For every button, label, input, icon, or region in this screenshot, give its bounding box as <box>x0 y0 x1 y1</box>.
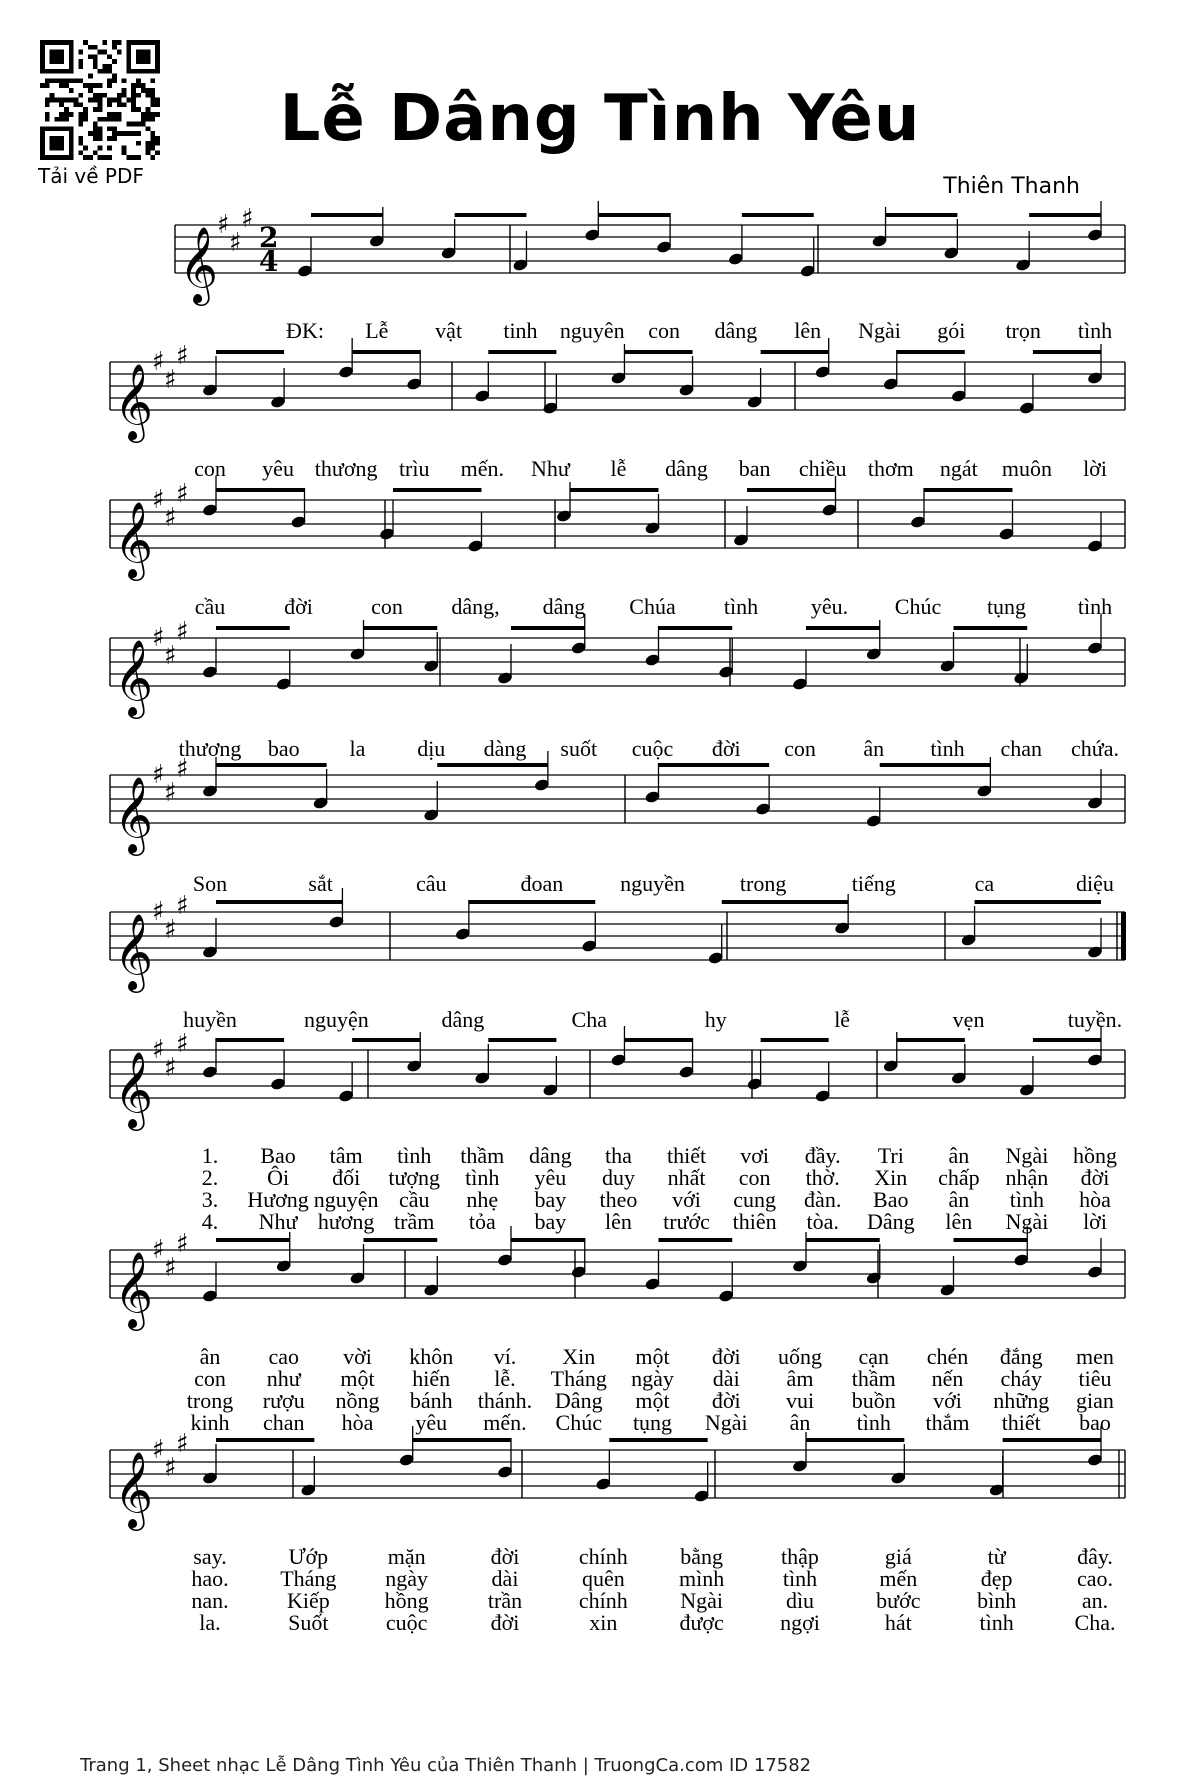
treble-clef-icon: 𝄞 <box>179 226 219 303</box>
sharp-icon: ♯ <box>217 210 230 240</box>
sharp-icon: ♯ <box>152 897 165 927</box>
lyric-syllable: Tri <box>877 1143 904 1168</box>
staff-system-9 <box>110 1426 1125 1531</box>
lyric-syllable: đắng <box>999 1344 1043 1369</box>
lyric-syllable: bao <box>1079 1410 1111 1435</box>
sharp-icon: ♯ <box>164 1453 177 1483</box>
lyric-syllable: tòa. <box>806 1209 839 1234</box>
lyric-syllable: lên <box>794 318 822 343</box>
download-pdf-label[interactable]: Tải về PDF <box>38 164 144 188</box>
lyric-syllable: tuyền. <box>1067 1007 1123 1032</box>
lyric-syllable: Ngài <box>704 1410 748 1435</box>
lyric-syllable: hồng <box>1073 1143 1117 1168</box>
lyric-syllable: ví. <box>493 1344 517 1369</box>
lyric-syllable: tình <box>397 1143 432 1168</box>
sharp-icon: ♯ <box>164 778 177 808</box>
lyric-syllable: như <box>266 1366 301 1391</box>
lyric-syllable: trìu <box>398 456 430 481</box>
lyric-syllable: Ngài <box>680 1588 724 1613</box>
lyric-syllable: một <box>635 1388 670 1413</box>
lyric-syllable: tụng <box>632 1410 673 1435</box>
lyric-syllable: vui <box>785 1388 815 1413</box>
lyric-syllable: cao <box>268 1344 300 1369</box>
lyric-syllable: tâm <box>329 1143 363 1168</box>
staff-system-8 <box>110 1226 1125 1331</box>
lyric-syllable: giá <box>884 1544 912 1569</box>
lyric-syllable: cháy <box>1000 1366 1043 1391</box>
lyric-syllable: dâng <box>714 318 758 343</box>
lyric-syllable: gói <box>937 318 966 343</box>
lyric-syllable: tinh <box>503 318 538 343</box>
lyric-syllable: men <box>1076 1344 1114 1369</box>
lyric-syllable: một <box>635 1344 670 1369</box>
lyric-syllable: Ôi <box>267 1165 290 1190</box>
composer-name: Thiên Thanh <box>943 174 1080 199</box>
lyric-syllable: thập <box>781 1544 819 1569</box>
lyric-syllable: hòa <box>341 1410 374 1435</box>
lyric-syllable: lời <box>1083 1209 1107 1234</box>
treble-clef-icon: 𝄞 <box>114 1051 154 1128</box>
lyric-syllable: đây. <box>1077 1544 1113 1569</box>
lyric-syllable: mình <box>679 1566 725 1591</box>
sharp-icon: ♯ <box>164 641 177 671</box>
lyric-syllable: duy <box>601 1165 635 1190</box>
lyric-syllable: cầu <box>194 594 226 619</box>
lyric-syllable: tình <box>1077 318 1113 343</box>
lyric-syllable: suốt <box>560 736 598 761</box>
lyric-syllable: bay <box>534 1187 567 1212</box>
lyric-syllable: nhất <box>667 1165 706 1190</box>
lyric-syllable: nguyện <box>313 1187 379 1212</box>
lyric-syllable: đẹp <box>980 1566 1013 1591</box>
lyric-syllable: nguyền <box>620 871 685 896</box>
lyric-syllable: lên <box>605 1209 632 1234</box>
lyric-syllable: ân <box>863 736 885 761</box>
lyric-syllable: nguyên <box>559 318 625 343</box>
lyric-syllable: an. <box>1081 1588 1109 1613</box>
lyric-syllable: Chúc <box>894 594 942 619</box>
lyric-syllable: Tháng <box>280 1566 337 1591</box>
lyric-syllable: sắt <box>308 871 333 896</box>
lyric-syllable: tình <box>1077 594 1113 619</box>
sharp-icon: ♯ <box>152 760 165 790</box>
lyric-syllable: thương <box>178 736 242 761</box>
lyric-syllable: mến. <box>483 1410 527 1435</box>
lyric-syllable: bình <box>977 1588 1017 1613</box>
lyric-syllable: ngát <box>939 456 978 481</box>
lyric-syllable: 3. <box>201 1187 219 1212</box>
lyric-syllable: rượu <box>262 1388 305 1413</box>
lyric-syllable: dâng, <box>451 594 500 619</box>
lyric-syllable: la. <box>199 1610 221 1635</box>
lyric-syllable: thờ. <box>805 1165 840 1190</box>
lyric-syllable: Dâng <box>866 1209 915 1234</box>
lyric-syllable: từ <box>987 1544 1006 1569</box>
lyric-syllable: 1. <box>201 1143 219 1168</box>
lyric-syllable: hát <box>884 1610 912 1635</box>
lyric-syllable: ân <box>948 1143 970 1168</box>
lyric-syllable: tình <box>782 1566 818 1591</box>
lyric-syllable: 4. <box>201 1209 219 1234</box>
lyric-syllable: Chúc <box>555 1410 602 1435</box>
lyric-syllable: nến <box>931 1366 964 1391</box>
sharp-icon: ♯ <box>152 1235 165 1265</box>
lyric-syllable: cao. <box>1076 1566 1114 1591</box>
lyric-syllable: trước <box>663 1209 710 1234</box>
lyric-syllable: hy <box>704 1007 727 1032</box>
lyric-syllable: dìu <box>785 1588 815 1613</box>
lyric-syllable: ân <box>199 1344 221 1369</box>
lyric-syllable: diệu <box>1076 871 1114 896</box>
lyric-syllable: với <box>933 1388 962 1413</box>
lyric-syllable: kinh <box>190 1410 230 1435</box>
sharp-icon: ♯ <box>176 891 189 921</box>
lyric-syllable: đời <box>1080 1165 1110 1190</box>
sharp-icon: ♯ <box>241 204 254 234</box>
treble-clef-icon: 𝄞 <box>114 501 154 578</box>
lyric-syllable: tình <box>856 1410 891 1435</box>
lyric-syllable: Như <box>258 1209 298 1234</box>
staff-system-3 <box>110 476 1125 581</box>
sharp-icon: ♯ <box>164 1253 177 1283</box>
lyric-syllable: dài <box>712 1366 740 1391</box>
lyric-syllable: trọn <box>1005 318 1041 343</box>
lyric-syllable: Bao <box>260 1143 296 1168</box>
lyric-syllable: đời <box>284 594 313 619</box>
treble-clef-icon: 𝄞 <box>114 913 154 990</box>
lyric-syllable: Xin <box>874 1165 908 1190</box>
staff-system-7 <box>110 1026 1125 1131</box>
sharp-icon: ♯ <box>176 479 189 509</box>
sharp-icon: ♯ <box>152 485 165 515</box>
lyric-syllable: tiếng <box>851 871 896 896</box>
lyric-syllable: vơi <box>740 1143 769 1168</box>
lyric-syllable: gian <box>1076 1388 1114 1413</box>
lyric-syllable: con <box>194 1366 226 1391</box>
lyric-syllable: dâng <box>441 1007 485 1032</box>
lyric-syllable: thánh. <box>477 1388 533 1413</box>
lyric-syllable: Suốt <box>288 1610 329 1635</box>
lyric-syllable: yêu <box>262 456 294 481</box>
lyric-syllable: thiết <box>666 1143 707 1168</box>
time-signature-bottom: 4 <box>259 245 279 278</box>
staff-system-1 <box>175 201 1125 306</box>
lyric-syllable: nhận <box>1005 1165 1049 1190</box>
lyric-syllable: trần <box>487 1588 523 1613</box>
lyric-syllable: đời <box>711 736 741 761</box>
lyric-syllable: con <box>371 594 403 619</box>
lyric-syllable: Tháng <box>550 1366 607 1391</box>
lyric-syllable: tượng <box>388 1165 441 1190</box>
lyric-syllable: ngày <box>631 1366 674 1391</box>
lyric-syllable: tình <box>1009 1187 1045 1212</box>
time-signature-top: 2 <box>259 221 279 254</box>
lyric-syllable: Ngài <box>858 318 901 343</box>
lyric-syllable: bằng <box>680 1544 724 1569</box>
lyric-syllable: ngày <box>385 1566 429 1591</box>
lyric-syllable: tha <box>605 1143 632 1168</box>
lyric-syllable: cạn <box>858 1344 890 1369</box>
lyric-syllable: dâng <box>542 594 586 619</box>
lyric-syllable: bao <box>267 736 300 761</box>
lyric-syllable: mặn <box>387 1544 426 1569</box>
sharp-icon: ♯ <box>164 1053 177 1083</box>
lyric-syllable: tiêu <box>1078 1366 1112 1391</box>
lyric-syllable: thơm <box>867 456 914 481</box>
lyric-syllable: Ướp <box>288 1544 329 1569</box>
lyric-syllable: dâng <box>665 456 708 481</box>
lyric-syllable: Ngài <box>1005 1209 1049 1234</box>
lyric-syllable: với <box>672 1187 701 1212</box>
lyric-syllable: trầm <box>394 1209 435 1234</box>
sharp-icon: ♯ <box>164 365 177 395</box>
lyric-syllable: nhẹ <box>466 1187 499 1212</box>
lyric-syllable: Lễ <box>365 318 389 343</box>
lyric-syllable: chính <box>578 1544 628 1569</box>
song-title: Lễ Dâng Tình Yêu <box>279 82 921 156</box>
lyric-syllable: nan. <box>191 1588 229 1613</box>
lyric-syllable: cuộc <box>631 736 674 761</box>
page-footer: Trang 1, Sheet nhạc Lễ Dâng Tình Yêu của Thiên Thanh | TruongCa.com ID 17582 <box>80 1755 812 1776</box>
lyric-syllable: khôn <box>409 1344 454 1369</box>
lyric-syllable: Hương <box>247 1187 309 1212</box>
lyric-syllable: đời <box>711 1388 741 1413</box>
lyric-syllable: trong <box>739 871 787 896</box>
lyric-syllable: bay <box>534 1209 567 1234</box>
lyric-syllable: yêu <box>415 1410 448 1435</box>
lyric-syllable: ban <box>738 456 771 481</box>
lyric-syllable: dàng <box>483 736 527 761</box>
lyric-syllable: tình <box>723 594 759 619</box>
lyric-syllable: Ngài <box>1005 1143 1049 1168</box>
sharp-icon: ♯ <box>152 623 165 653</box>
lyric-syllable: thiên <box>732 1209 777 1234</box>
lyric-syllable: thầm <box>460 1143 505 1168</box>
lyric-syllable: thầm <box>851 1366 896 1391</box>
lyric-syllable: quên <box>581 1566 625 1591</box>
lyric-syllable: thương <box>314 456 378 481</box>
lyric-syllable: huyền <box>183 1007 237 1032</box>
lyric-syllable: chén <box>926 1344 969 1369</box>
lyric-syllable: con <box>738 1165 771 1190</box>
sharp-icon: ♯ <box>152 1435 165 1465</box>
lyric-syllable: nguyện <box>304 1007 369 1032</box>
lyric-syllable: hương <box>317 1209 375 1234</box>
lyric-syllable: hồng <box>384 1588 429 1613</box>
lyric-syllable: ĐK: <box>286 318 324 343</box>
lyric-syllable: hiến <box>412 1366 451 1391</box>
lyric-syllable: tỏa <box>468 1209 496 1234</box>
lyric-syllable: lên <box>945 1209 973 1234</box>
lyric-syllable: Son <box>192 871 228 896</box>
lyric-syllable: cung <box>733 1187 776 1212</box>
lyric-syllable: con <box>648 318 680 343</box>
sharp-icon: ♯ <box>176 617 189 647</box>
lyric-syllable: trong <box>186 1388 234 1413</box>
lyric-syllable: vời <box>343 1344 372 1369</box>
lyric-syllable: Cha. <box>1074 1610 1116 1635</box>
treble-clef-icon: 𝄞 <box>114 363 154 440</box>
lyric-syllable: bước <box>876 1588 921 1613</box>
lyric-syllable: tụng <box>986 594 1027 619</box>
lyric-syllable: âm <box>786 1366 814 1391</box>
treble-clef-icon: 𝄞 <box>114 1251 154 1328</box>
lyric-syllable: chứa. <box>1071 736 1119 761</box>
lyric-syllable: yêu <box>534 1165 567 1190</box>
lyric-syllable: cầu <box>398 1187 430 1212</box>
lyric-syllable: xin <box>589 1610 618 1635</box>
lyric-syllable: ân <box>948 1187 970 1212</box>
lyric-syllable: muôn <box>1001 456 1052 481</box>
lyric-syllable: lời <box>1083 456 1107 481</box>
lyric-syllable: chan <box>1000 736 1043 761</box>
lyric-syllable: mến <box>879 1566 918 1591</box>
lyric-syllable: thắm <box>925 1410 970 1435</box>
lyric-syllable: đời <box>490 1610 520 1635</box>
lyric-syllable: một <box>340 1366 375 1391</box>
lyric-syllable: lễ <box>834 1007 851 1032</box>
lyric-syllable: Kiếp <box>286 1588 330 1613</box>
sharp-icon: ♯ <box>176 1229 189 1259</box>
sharp-icon: ♯ <box>152 347 165 377</box>
lyric-syllable: Xin <box>562 1344 596 1369</box>
sharp-icon: ♯ <box>152 1035 165 1065</box>
lyric-syllable: la <box>349 736 366 761</box>
lyric-syllable: cuộc <box>385 1610 428 1635</box>
lyric-syllable: tình <box>930 736 965 761</box>
lyric-syllable: được <box>679 1610 724 1635</box>
lyric-syllable: mến. <box>460 456 504 481</box>
staff-system-6 <box>110 888 1126 993</box>
lyric-syllable: say. <box>193 1544 227 1569</box>
staff-system-4 <box>110 614 1125 719</box>
lyric-syllable: ngợi <box>780 1610 820 1635</box>
lyric-syllable: chiều <box>798 456 847 481</box>
lyric-syllable: đầy. <box>804 1143 841 1168</box>
lyric-syllable: đời <box>490 1544 520 1569</box>
treble-clef-icon: 𝄞 <box>114 639 154 716</box>
lyric-syllable: đời <box>711 1344 741 1369</box>
lyric-syllable: đàn. <box>804 1187 842 1212</box>
lyric-syllable: uống <box>778 1344 822 1369</box>
lyric-syllable: lễ. <box>494 1366 516 1391</box>
sharp-icon: ♯ <box>176 1429 189 1459</box>
lyric-syllable: nồng <box>335 1388 380 1413</box>
lyric-syllable: dâng <box>528 1143 572 1168</box>
lyric-syllable: 2. <box>201 1165 219 1190</box>
sharp-icon: ♯ <box>229 228 242 258</box>
lyric-syllable: đoan <box>520 871 564 896</box>
sharp-icon: ♯ <box>164 915 177 945</box>
lyric-syllable: tình <box>465 1165 500 1190</box>
lyric-syllable: yêu. <box>810 594 849 619</box>
lyric-syllable: vẹn <box>952 1007 985 1032</box>
lyric-syllable: đối <box>332 1165 361 1190</box>
sharp-icon: ♯ <box>176 1029 189 1059</box>
lyric-syllable: theo <box>599 1187 638 1212</box>
lyric-syllable: chấp <box>938 1165 980 1190</box>
sharp-icon: ♯ <box>176 754 189 784</box>
sharp-icon: ♯ <box>176 341 189 371</box>
lyric-syllable: ân <box>789 1410 811 1435</box>
lyric-syllable: con <box>784 736 816 761</box>
lyric-syllable: Bao <box>873 1187 909 1212</box>
lyric-syllable: hòa <box>1079 1187 1111 1212</box>
treble-clef-icon: 𝄞 <box>114 776 154 853</box>
lyric-syllable: Chúa <box>629 594 676 619</box>
treble-clef-icon: 𝄞 <box>114 1451 154 1528</box>
lyric-syllable: thiết <box>1001 1410 1041 1435</box>
lyric-syllable: bánh <box>409 1388 453 1413</box>
lyric-syllable: chính <box>578 1588 628 1613</box>
lyric-syllable: vật <box>435 318 463 343</box>
lyric-syllable: chan <box>262 1410 305 1435</box>
sharp-icon: ♯ <box>164 503 177 533</box>
lyric-syllable: Như <box>530 456 570 481</box>
lyric-syllable: Dâng <box>554 1388 603 1413</box>
lyric-syllable: Cha <box>571 1007 608 1032</box>
lyric-syllable: lễ <box>610 456 627 481</box>
lyric-syllable: con <box>194 456 226 481</box>
lyric-syllable: ca <box>974 871 995 896</box>
lyric-syllable: dịu <box>417 736 446 761</box>
staff-system-5 <box>110 751 1125 856</box>
lyric-syllable: buồn <box>851 1388 896 1413</box>
lyric-syllable: dài <box>491 1566 519 1591</box>
lyric-syllable: hao. <box>191 1566 229 1591</box>
lyric-syllable: tình <box>979 1610 1014 1635</box>
lyric-syllable: những <box>993 1388 1050 1413</box>
staff-system-2 <box>110 338 1125 443</box>
lyric-syllable: câu <box>415 871 447 896</box>
